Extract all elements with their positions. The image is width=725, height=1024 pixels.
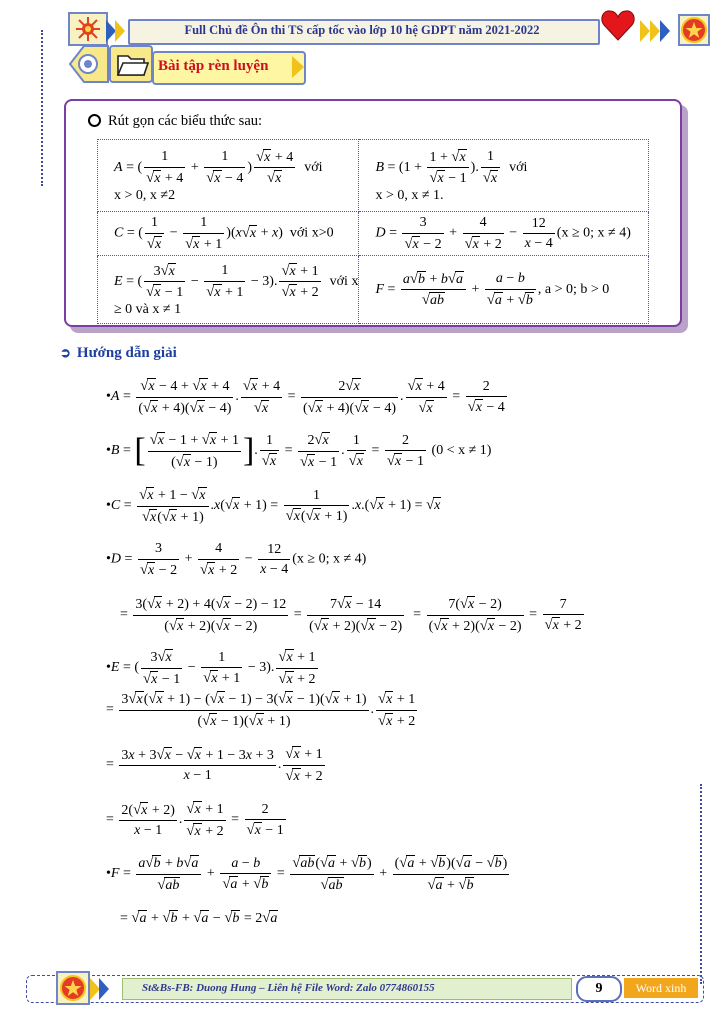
exercise-cell-f: F = $\frac{a√b + b√a}{√ab}$ + $\frac{a - b}{√a + √b}$ , a > 0; b > 0 bbox=[359, 256, 649, 324]
tag-arrow bbox=[292, 56, 310, 78]
heart-icon bbox=[600, 8, 636, 47]
footer-emblem bbox=[56, 971, 90, 1005]
table-row bbox=[98, 140, 649, 212]
cell-a-tail: với bbox=[304, 159, 323, 175]
exercise-cell-d: D = $\frac{3}{√x - 2}$ + $\frac{4}{√x + 2}$ − $\frac{12}{x - 4}$ (x ≥ 0; x ≠ 4) bbox=[359, 212, 649, 256]
solution-e-4: = $\frac{2(√x + 2)}{x - 1}$ . $\frac{√x + 1}{√x + 2}$ = $\frac{2}{√x - 1}$ bbox=[106, 801, 284, 839]
circle-bullet-icon bbox=[88, 114, 101, 127]
cell-d-condition: (x ≥ 0; x ≠ 4) bbox=[556, 225, 631, 241]
exercise-cell-e: E = ( $\frac{3√x}{√x - 1}$ − $\frac{1}{√x + 1}$ − 3). $\frac{√x + 1}{√x + 2}$ với x ≥ 0 và x ≠ 1 bbox=[98, 256, 359, 324]
cell-b-condition: x > 0, x ≠ 1. bbox=[375, 187, 444, 203]
solution-d-1: •D = $\frac{3}{√x - 2}$ + $\frac{4}{√x + 2}$ − $\frac{12}{x - 4}$ (x ≥ 0; x ≠ 4) bbox=[106, 541, 367, 578]
header-chevrons bbox=[106, 20, 128, 42]
table-row bbox=[98, 256, 649, 324]
solution-heading bbox=[60, 345, 177, 362]
exercise-cell-b: B = (1 + $\frac{1 + √x}{√x - 1}$ ). $\frac{1}{√x}$ với x > 0, x ≠ 1. bbox=[359, 140, 649, 212]
exercise-prompt bbox=[88, 113, 262, 130]
page-number: 9 bbox=[576, 976, 622, 1002]
solution-b-condition: (0 < x ≠ 1) bbox=[431, 443, 492, 459]
table-row bbox=[98, 212, 649, 256]
solution-a: •A = $\frac{√x - 4 + √x + 4}{(√x + 4)(√x - 4)}$ . $\frac{√x + 4}{√x}$ = $\frac{2√x}{(√x + 4)(√x - 4)}$ . $\frac{√x + 4}{√x}$ = $\frac{2}{√x - 4}$ bbox=[106, 378, 505, 416]
cell-f-condition: , a > 0; b > 0 bbox=[537, 281, 610, 297]
cell-b-tail: với bbox=[509, 159, 528, 175]
header-title: Full Chủ đề Ôn thi TS cấp tốc vào lớp 10 hệ GDPT năm 2021-2022 bbox=[184, 23, 540, 37]
solution-d-2: = $\frac{3(√x + 2) + 4(√x - 2) - 12}{(√x + 2)(√x - 2)}$ = $\frac{7√x - 14}{(√x + 2)(√x - 2)}$ = $\frac{7(√x - 2)}{(√x + 2)(√x - 2)}$ = $\frac{7}{√x + 2}$ bbox=[120, 596, 582, 634]
solution-f-2: = √a + √b + √a − √b = 2√a bbox=[120, 910, 278, 926]
solution-e-3: = $\frac{3x + 3√x - √x + 1 - 3x + 3}{x - 1}$ . $\frac{√x + 1}{√x + 2}$ bbox=[106, 746, 323, 784]
section-tag-label: Bài tập rèn luyện bbox=[158, 58, 269, 74]
footer-chevrons bbox=[90, 978, 120, 1000]
cell-e-tail: với x bbox=[329, 273, 359, 289]
left-margin-dotted-line bbox=[41, 30, 43, 186]
header-right-chevrons bbox=[640, 20, 676, 42]
exercise-table bbox=[97, 139, 649, 324]
solution-heading-text: Hướng dẫn giải bbox=[76, 345, 177, 361]
right-margin-dotted-line bbox=[700, 784, 702, 984]
solution-e-2: = $\frac{3√x(√x + 1) - (√x - 1) - 3(√x - 1)(√x + 1)}{(√x - 1)(√x + 1)}$ . $\frac{√x + 1}{√x + 2}$ bbox=[106, 691, 416, 729]
exercise-cell-a: A = ( $\frac{1}{√x + 4}$ + $\frac{1}{√x - 4}$ ) $\frac{√x + 4}{√x}$ với x > 0, x ≠2 bbox=[98, 140, 359, 212]
folder-badge-icon bbox=[68, 42, 158, 86]
cell-a-condition: x > 0, x ≠2 bbox=[114, 187, 176, 203]
flower-icon bbox=[70, 14, 106, 44]
cell-c-tail: với x>0 bbox=[289, 225, 334, 241]
solution-b: •B = [ $\frac{√x - 1 + √x + 1}{(√x - 1)}$ ]. $\frac{1}{√x}$ = $\frac{2√x}{√x - 1}$ . $\frac{1}{√x}$ = $\frac{2}{√x - 1}$ (0 < x ≠ 1) bbox=[106, 432, 492, 470]
footer-badge: Word xinh bbox=[624, 978, 698, 998]
solution-c: •C = $\frac{√x + 1 - √x}{√x(√x + 1)}$ .x(√x + 1) = $\frac{1}{√x(√x + 1)}$ .x.(√x + 1) = √x bbox=[106, 487, 441, 525]
solution-d-condition: (x ≥ 0; x ≠ 4) bbox=[292, 551, 367, 567]
solution-f-1: •F = $\frac{a√b + b√a}{√ab}$ + $\frac{a - b}{√a + √b}$ = $\frac{√ab(√a + √b)}{√ab}$ + $\frac{(√a + √b)(√a - √b)}{√a + √b}$ bbox=[106, 855, 508, 893]
solution-e-1: •E = ( $\frac{3√x}{√x - 1}$ − $\frac{1}{√x + 1}$ − 3). $\frac{√x + 1}{√x + 2}$ bbox=[106, 649, 316, 687]
cell-e-condition: ≥ 0 và x ≠ 1 bbox=[114, 301, 182, 317]
star-emblem-icon bbox=[58, 973, 88, 1003]
exercise-cell-c: C = ( $\frac{1}{√x}$ − $\frac{1}{√x + 1}$ )(x√x + x) với x>0 bbox=[98, 212, 359, 256]
arrow-right-icon: ➲ bbox=[60, 345, 71, 360]
star-emblem-icon bbox=[680, 16, 708, 44]
header-left-emblem bbox=[68, 12, 108, 46]
exercise-prompt-text: Rút gọn các biểu thức sau: bbox=[108, 113, 263, 129]
header-right-emblem bbox=[678, 14, 710, 46]
footer-credit: St&Bs-FB: Duong Hung – Liên hệ File Word: Zalo 0774860155 bbox=[142, 982, 435, 994]
